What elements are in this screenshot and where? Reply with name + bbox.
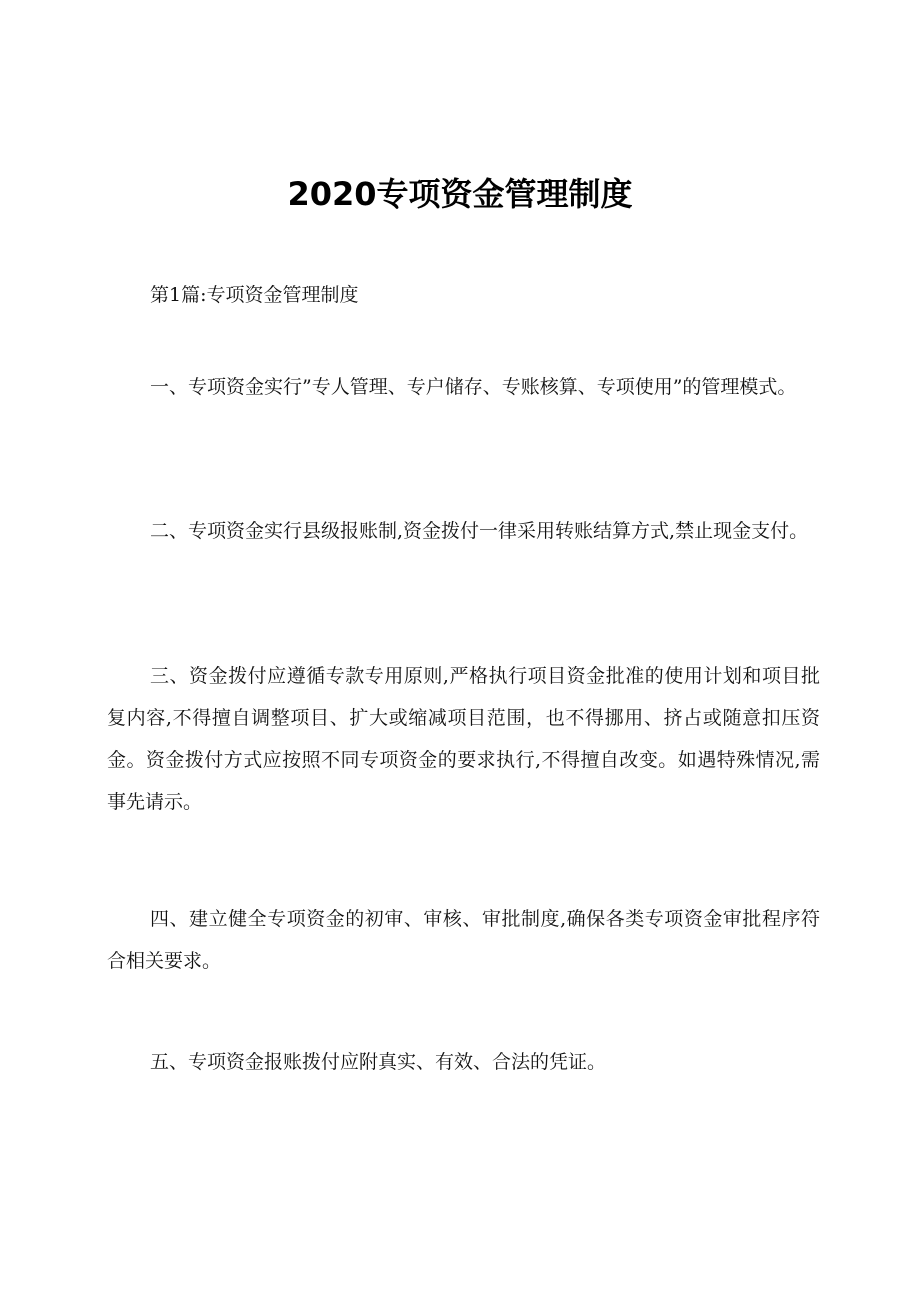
section-heading: 第1篇:专项资金管理制度 (150, 284, 359, 306)
paragraph-5: 五、专项资金报账拨付应附真实、有效、合法的凭证。 (150, 1051, 607, 1073)
paragraph-2: 二、专项资金实行县级报账制,资金拨付一律采用转账结算方式,禁止现金支付。 (150, 520, 809, 542)
paragraph-3: 三、资金拨付应遵循专款专用原则,严格执行项目资金批准的使用计划和项目批复内容,不得擅自调整项目、扩大或缩减项目范围，也不得挪用、挤占或随意扣压资金。资金拨付方式应按照不同专项资金的要求执行,不得擅自改变。如遇特殊情况,需事先请示。 (107, 665, 820, 813)
paragraph-4: 四、建立健全专项资金的初审、审核、审批制度,确保各类专项资金审批程序符合相关要求。 (107, 908, 820, 972)
paragraph-1: 一、专项资金实行”专人管理、专户储存、专账核算、专项使用”的管理模式。 (150, 376, 797, 398)
document-title: 2020专项资金管理制度 (287, 175, 633, 213)
